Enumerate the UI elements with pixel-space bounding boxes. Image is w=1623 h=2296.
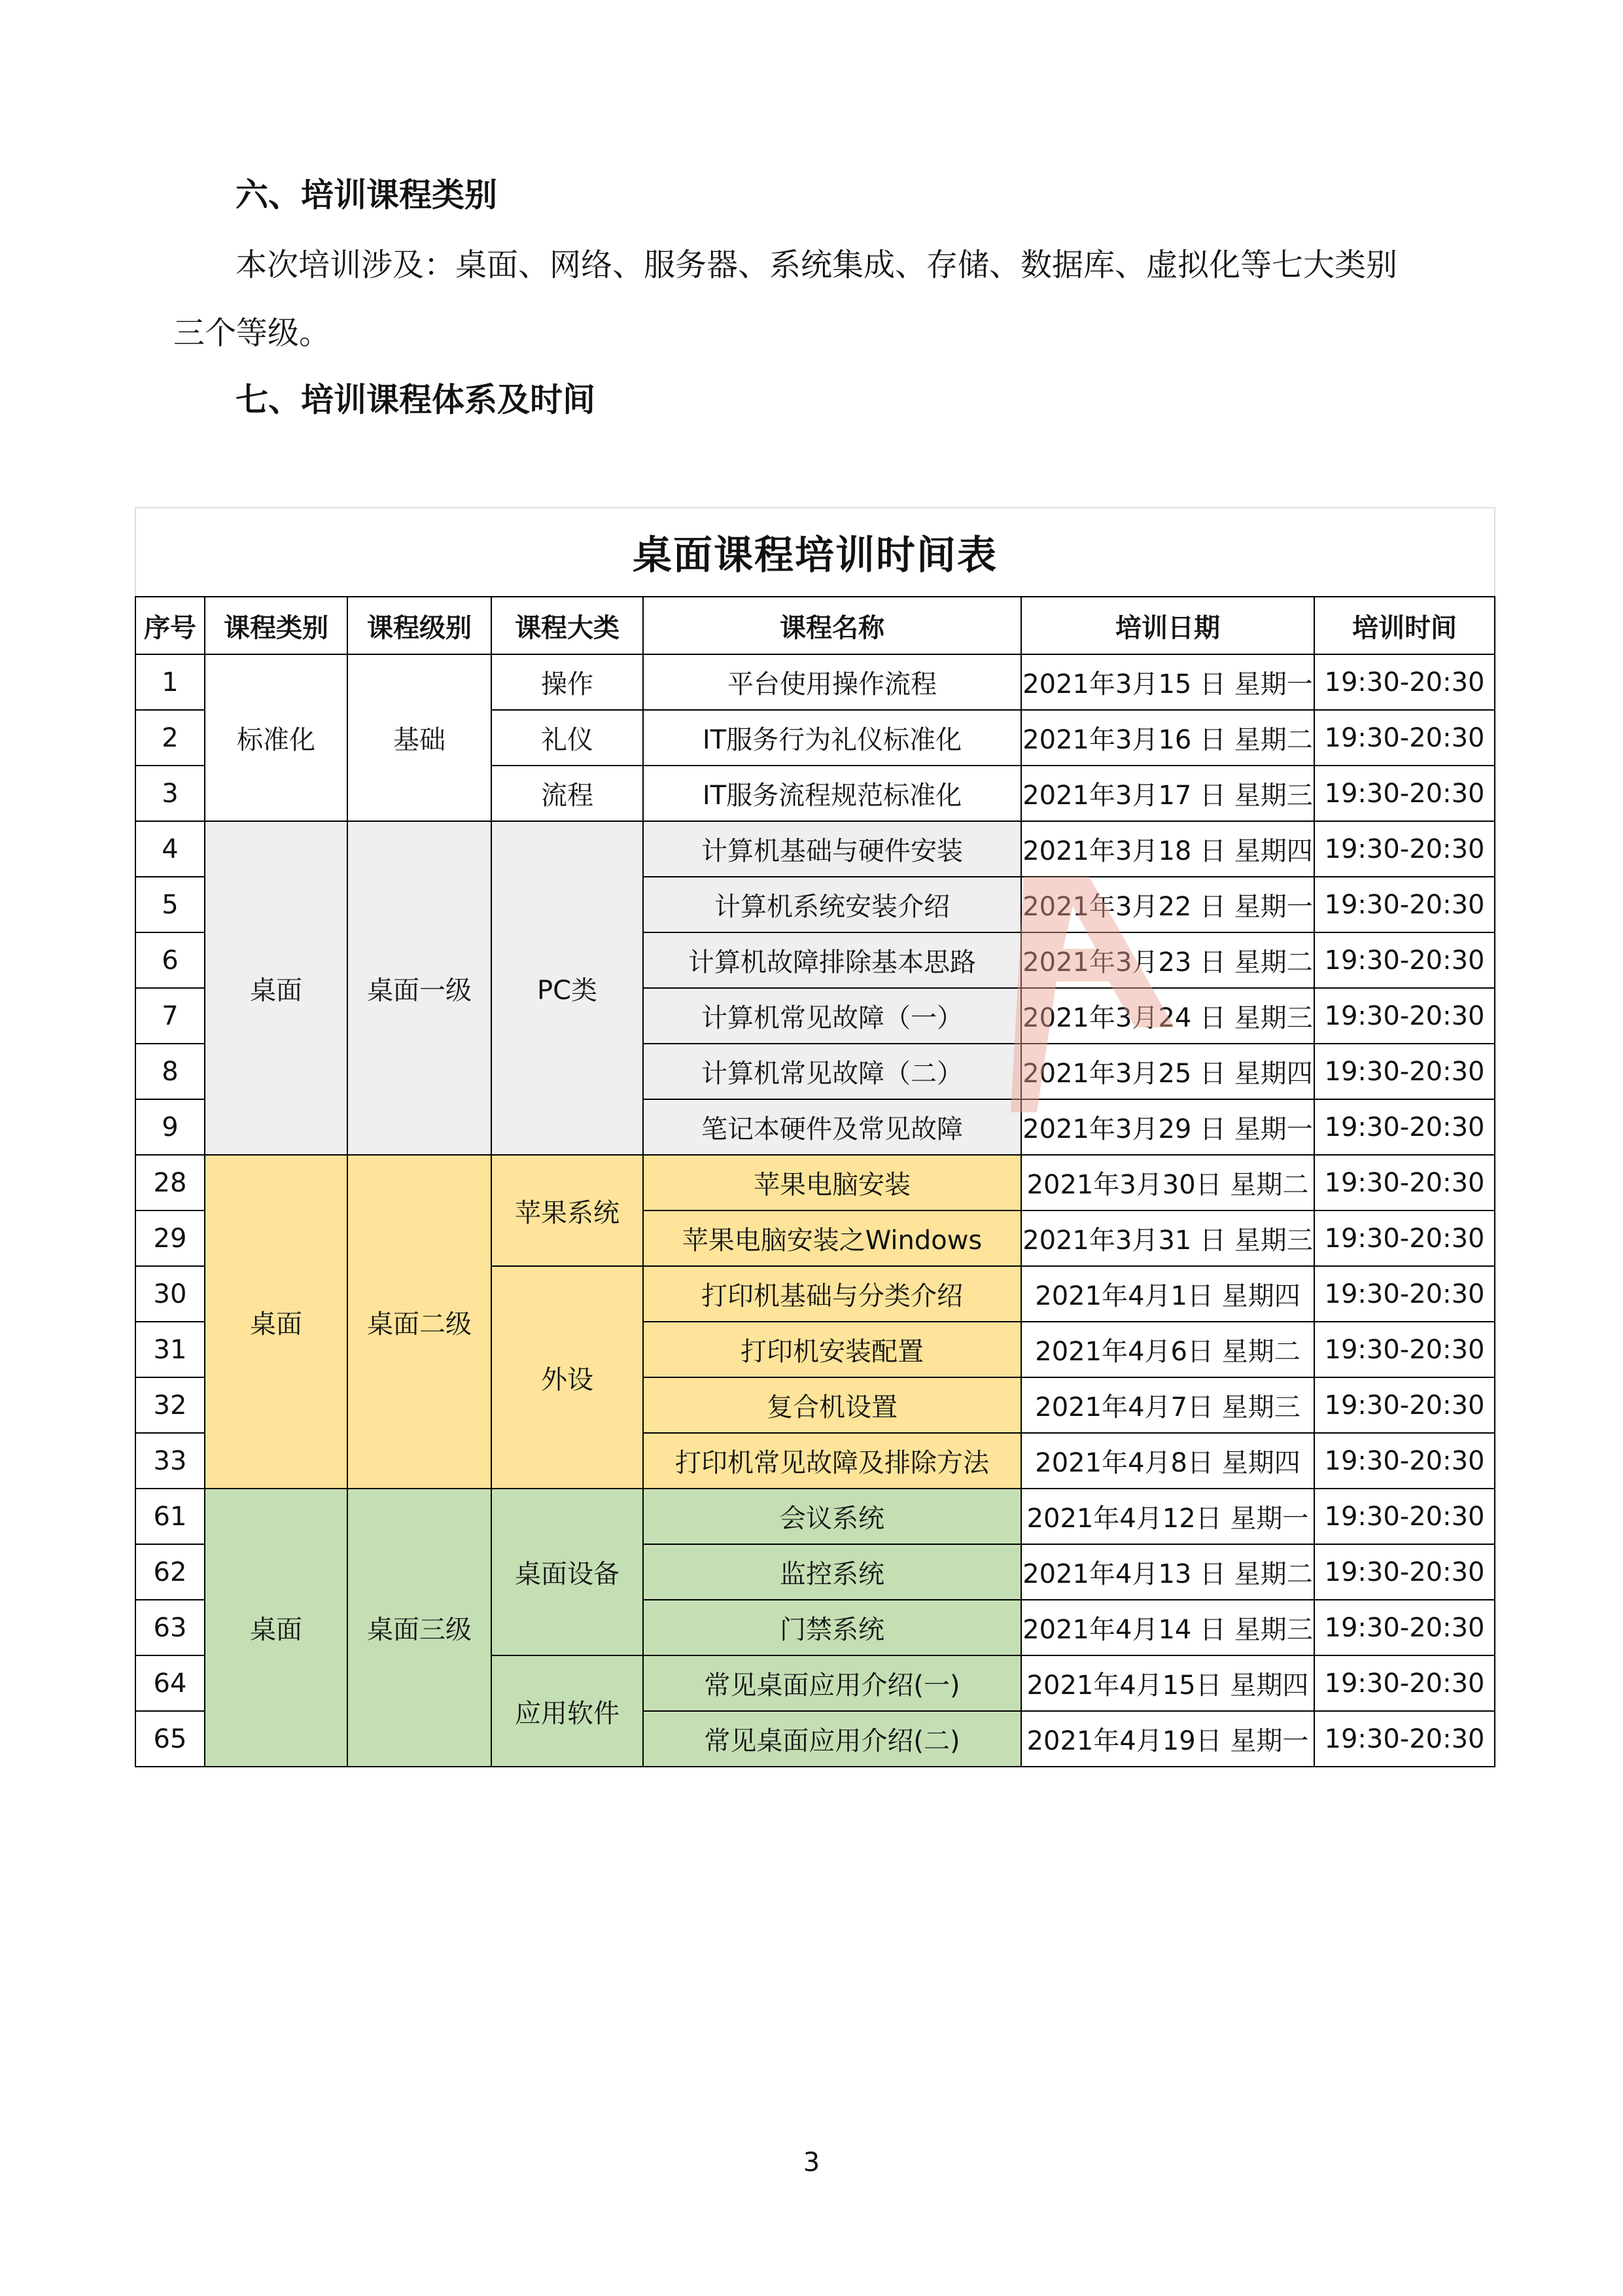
course-name: 打印机常见故障及排除方法 (643, 1433, 1021, 1489)
category-cell: 桌面 (205, 1155, 347, 1489)
row-no: 33 (135, 1433, 205, 1489)
row-no: 65 (135, 1711, 205, 1767)
course-name: 计算机常见故障（二） (643, 1044, 1021, 1099)
course-name: 常见桌面应用介绍(一) (643, 1655, 1021, 1711)
course-date: 2021年3月18 日 星期四 (1021, 821, 1314, 877)
course-time: 19:30-20:30 (1314, 1600, 1495, 1655)
row-no: 29 (135, 1210, 205, 1266)
major-cell: 桌面设备 (491, 1489, 643, 1655)
major-cell: 苹果系统 (491, 1155, 643, 1266)
course-date: 2021年4月12日 星期一 (1021, 1489, 1314, 1544)
course-time: 19:30-20:30 (1314, 877, 1495, 932)
table-row (135, 654, 1495, 710)
course-name: IT服务流程规范标准化 (643, 766, 1021, 821)
table-row (135, 1155, 1495, 1210)
course-date: 2021年3月30日 星期二 (1021, 1155, 1314, 1210)
row-no: 31 (135, 1322, 205, 1377)
header-major: 课程大类 (491, 597, 643, 654)
course-date: 2021年4月6日 星期二 (1021, 1322, 1314, 1377)
course-date: 2021年4月19日 星期一 (1021, 1711, 1314, 1767)
course-name: 打印机基础与分类介绍 (643, 1266, 1021, 1322)
table-row (135, 821, 1495, 877)
course-time: 19:30-20:30 (1314, 1155, 1495, 1210)
schedule-table-container (135, 507, 1494, 1767)
row-no: 64 (135, 1655, 205, 1711)
major-cell: 礼仪 (491, 710, 643, 766)
course-name: 计算机系统安装介绍 (643, 877, 1021, 932)
row-no: 6 (135, 932, 205, 988)
course-time: 19:30-20:30 (1314, 1210, 1495, 1266)
course-name: 打印机安装配置 (643, 1322, 1021, 1377)
course-date: 2021年4月15日 星期四 (1021, 1655, 1314, 1711)
course-date: 2021年3月24 日 星期三 (1021, 988, 1314, 1044)
course-time: 19:30-20:30 (1314, 1044, 1495, 1099)
course-name: 会议系统 (643, 1489, 1021, 1544)
course-date: 2021年4月13 日 星期二 (1021, 1544, 1314, 1600)
level-cell: 基础 (347, 654, 491, 821)
course-time: 19:30-20:30 (1314, 654, 1495, 710)
course-date: 2021年4月7日 星期三 (1021, 1377, 1314, 1433)
course-name: IT服务行为礼仪标准化 (643, 710, 1021, 766)
level-cell: 桌面三级 (347, 1489, 491, 1767)
header-category: 课程类别 (205, 597, 347, 654)
row-no: 2 (135, 710, 205, 766)
table-title: 桌面课程培训时间表 (135, 508, 1495, 597)
course-name: 复合机设置 (643, 1377, 1021, 1433)
course-name: 计算机故障排除基本思路 (643, 932, 1021, 988)
course-time: 19:30-20:30 (1314, 1655, 1495, 1711)
major-cell: 应用软件 (491, 1655, 643, 1767)
category-cell: 桌面 (205, 1489, 347, 1767)
course-date: 2021年3月22 日 星期一 (1021, 877, 1314, 932)
table-header-row (135, 597, 1495, 654)
course-time: 19:30-20:30 (1314, 1099, 1495, 1155)
row-no: 4 (135, 821, 205, 877)
course-time: 19:30-20:30 (1314, 1433, 1495, 1489)
course-date: 2021年4月14 日 星期三 (1021, 1600, 1314, 1655)
course-date: 2021年3月17 日 星期三 (1021, 766, 1314, 821)
course-name: 监控系统 (643, 1544, 1021, 1600)
course-time: 19:30-20:30 (1314, 821, 1495, 877)
section-6-paragraph-continuation: 三个等级。 (173, 315, 331, 351)
major-cell: 操作 (491, 654, 643, 710)
course-time: 19:30-20:30 (1314, 710, 1495, 766)
course-name: 常见桌面应用介绍(二) (643, 1711, 1021, 1767)
row-no: 62 (135, 1544, 205, 1600)
course-date: 2021年3月31 日 星期三 (1021, 1210, 1314, 1266)
page-number: 3 (803, 2147, 820, 2178)
row-no: 1 (135, 654, 205, 710)
course-name: 计算机基础与硬件安装 (643, 821, 1021, 877)
course-date: 2021年4月1日 星期四 (1021, 1266, 1314, 1322)
section-6-heading: 六、培训课程类别 (236, 176, 497, 214)
course-time: 19:30-20:30 (1314, 932, 1495, 988)
course-name: 门禁系统 (643, 1600, 1021, 1655)
table-row (135, 1489, 1495, 1544)
section-6-paragraph: 本次培训涉及：桌面、网络、服务器、系统集成、存储、数据库、虚拟化等七大类别 (236, 247, 1398, 283)
course-date: 2021年3月16 日 星期二 (1021, 710, 1314, 766)
level-cell: 桌面一级 (347, 821, 491, 1155)
header-time: 培训时间 (1314, 597, 1495, 654)
row-no: 7 (135, 988, 205, 1044)
course-time: 19:30-20:30 (1314, 1544, 1495, 1600)
category-cell: 桌面 (205, 821, 347, 1155)
course-time: 19:30-20:30 (1314, 766, 1495, 821)
course-date: 2021年3月29 日 星期一 (1021, 1099, 1314, 1155)
row-no: 32 (135, 1377, 205, 1433)
course-date: 2021年4月8日 星期四 (1021, 1433, 1314, 1489)
course-time: 19:30-20:30 (1314, 1266, 1495, 1322)
course-date: 2021年3月15 日 星期一 (1021, 654, 1314, 710)
row-no: 28 (135, 1155, 205, 1210)
row-no: 9 (135, 1099, 205, 1155)
row-no: 3 (135, 766, 205, 821)
course-date: 2021年3月25 日 星期四 (1021, 1044, 1314, 1099)
header-level: 课程级别 (347, 597, 491, 654)
row-no: 30 (135, 1266, 205, 1322)
level-cell: 桌面二级 (347, 1155, 491, 1489)
major-cell: 流程 (491, 766, 643, 821)
major-cell: 外设 (491, 1266, 643, 1489)
row-no: 61 (135, 1489, 205, 1544)
course-time: 19:30-20:30 (1314, 1489, 1495, 1544)
header-date: 培训日期 (1021, 597, 1314, 654)
course-name: 苹果电脑安装之Windows (643, 1210, 1021, 1266)
category-cell: 标准化 (205, 654, 347, 821)
course-date: 2021年3月23 日 星期二 (1021, 932, 1314, 988)
schedule-table (135, 507, 1495, 1767)
course-time: 19:30-20:30 (1314, 1711, 1495, 1767)
course-time: 19:30-20:30 (1314, 988, 1495, 1044)
course-name: 苹果电脑安装 (643, 1155, 1021, 1210)
course-time: 19:30-20:30 (1314, 1322, 1495, 1377)
header-no: 序号 (135, 597, 205, 654)
major-cell: PC类 (491, 821, 643, 1155)
row-no: 5 (135, 877, 205, 932)
course-name: 计算机常见故障（一） (643, 988, 1021, 1044)
row-no: 63 (135, 1600, 205, 1655)
course-name: 平台使用操作流程 (643, 654, 1021, 710)
row-no: 8 (135, 1044, 205, 1099)
header-course-name: 课程名称 (643, 597, 1021, 654)
section-7-heading: 七、培训课程体系及时间 (236, 381, 595, 419)
course-time: 19:30-20:30 (1314, 1377, 1495, 1433)
course-name: 笔记本硬件及常见故障 (643, 1099, 1021, 1155)
